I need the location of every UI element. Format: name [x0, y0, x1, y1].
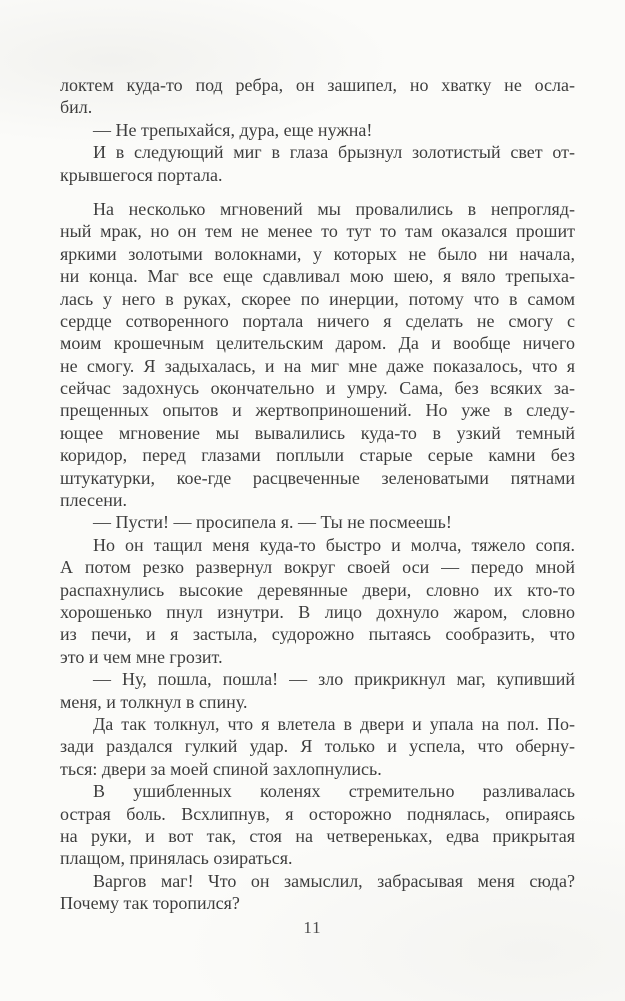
text-line: локтем куда-то под ребра, он зашипел, но хватку не осла- — [60, 75, 575, 95]
text-line: плесени. — [60, 490, 128, 511]
text-line: на руки, и вот так, стоя на четвереньках, едва прикрытая — [60, 825, 575, 846]
text-line: яркими золотыми волокнами, у которых не было ни начала, — [60, 243, 575, 264]
text-line: лась у него в руках, скорее по инерции, потому что в самом — [60, 288, 575, 309]
text-line: распахнулись высокие деревянные двери, словно их кто-то — [60, 579, 575, 600]
text-line: И в следующий миг в глаза брызнул золотистый свет от- — [93, 142, 575, 163]
text-line: коридор, перед глазами поплыли старые серые камни без — [60, 445, 575, 466]
text-line: из печи, и я застыла, судорожно пытаясь сообразить, что — [60, 624, 575, 645]
text-line: моим крошечным целительским даром. Да и вообще ничего — [60, 333, 575, 354]
text-line: хорошенько пнул изнутри. В лицо дохнуло жаром, словно — [60, 601, 575, 622]
text-line: ни конца. Маг все еще сдавливал мою шею, я вяло трепыха- — [60, 266, 575, 287]
text-line: острая боль. Всхлипнув, я осторожно поднялась, опираясь — [60, 803, 575, 824]
text-line: — Не трепыхайся, дура, еще нужна! — [93, 119, 373, 140]
text-line: бил. — [60, 97, 93, 118]
text-line: штукатурки, кое-где расцвеченные зеленоватыми пятнами — [60, 467, 575, 488]
text-line: А потом резко развернул вокруг своей оси — передо мной — [60, 557, 575, 578]
text-line: сейчас задохнусь окончательно и умру. Сама, без всяких за- — [60, 378, 575, 399]
text-line: плащом, принялась озираться. — [60, 848, 293, 869]
text-line: ный мрак, но он тем не менее то тут то там оказался прошит — [60, 221, 575, 242]
text-line: сердце сотворенного портала ничего я сделать не смогу с — [60, 310, 575, 331]
text-line: На несколько мгновений мы провалились в непрогляд- — [93, 198, 575, 219]
text-line: ться: двери за моей спиной захлопнулись. — [60, 758, 382, 779]
text-line: это и чем мне грозит. — [60, 646, 223, 667]
text-line: зади раздался гулкий удар. Я только и успела, что оберну- — [60, 736, 575, 757]
text-line: — Пусти! — просипела я. — Ты не посмеешь! — [93, 512, 452, 533]
text-line: крывшегося портала. — [60, 164, 223, 185]
text-line: не смогу. Я задыхалась, и на миг мне даже показалось, что я — [60, 355, 575, 376]
text-line: Варгов маг! Что он замыслил, забрасывая меня сюда? — [93, 870, 575, 891]
text-line: — Ну, пошла, пошла! — зло прикрикнул маг, купивший — [93, 669, 575, 690]
text-line: прещенных опытов и жертвоприношений. Но уже в следу- — [60, 400, 575, 421]
text-line: В ушибленных коленях стремительно разливалась — [93, 781, 575, 802]
page-number: 11 — [303, 918, 322, 937]
text-line: Но он тащил меня куда-то быстро и молча, тяжело сопя. — [93, 534, 575, 555]
text-line: ющее мгновение мы вывалились куда-то в узкий темный — [60, 422, 575, 443]
text-line: меня, и толкнул в спину. — [60, 691, 248, 712]
text-line: Почему так торопился? — [60, 893, 240, 914]
text-line: Да так толкнул, что я влетела в двери и упала на пол. По- — [93, 713, 575, 734]
text-block — [60, 74, 575, 914]
scene-break-spacer — [60, 186, 575, 198]
